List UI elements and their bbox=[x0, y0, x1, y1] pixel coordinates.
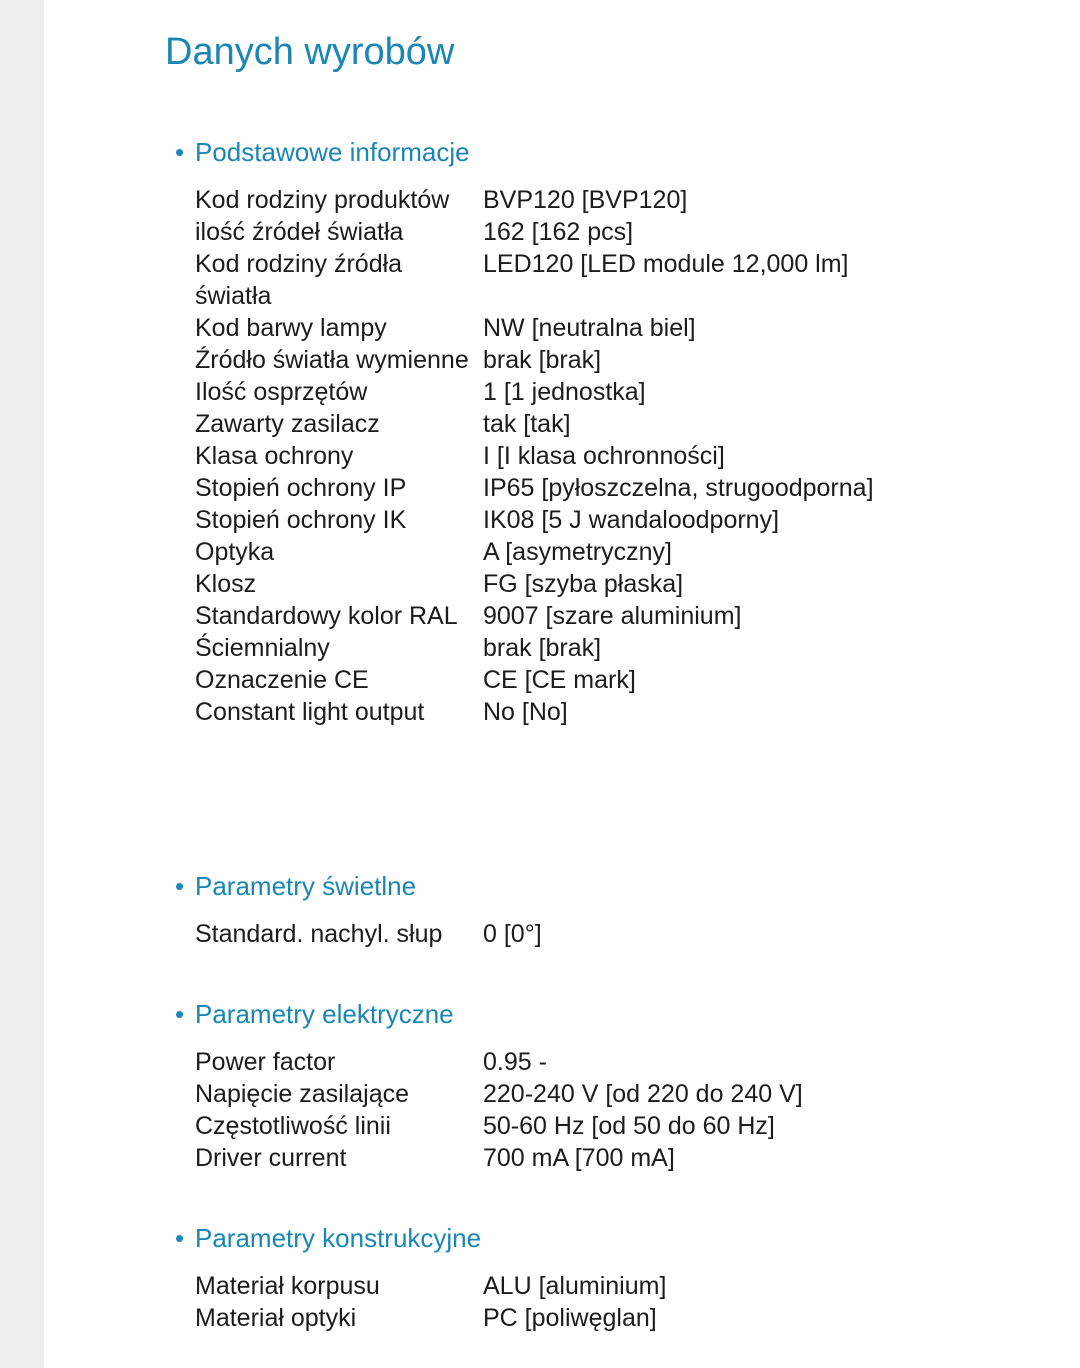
spec-label: Oznaczenie CE bbox=[195, 666, 369, 694]
spec-value: BVP120 [BVP120] bbox=[483, 186, 688, 214]
spec-list bbox=[195, 1270, 1055, 1334]
spec-label: Power factor bbox=[195, 1048, 336, 1076]
spec-value: brak [brak] bbox=[483, 634, 602, 662]
spec-label: Standardowy kolor RAL bbox=[195, 602, 458, 630]
spec-label: Constant light output bbox=[195, 698, 425, 726]
spec-label: Stopień ochrony IK bbox=[195, 506, 407, 534]
spec-value: I [I klasa ochronności] bbox=[483, 442, 725, 470]
spec-row bbox=[195, 664, 1055, 696]
spec-row bbox=[195, 376, 1055, 408]
bullet-icon: • bbox=[175, 1223, 185, 1253]
spec-row bbox=[195, 408, 1055, 440]
spec-label: Stopień ochrony IP bbox=[195, 474, 407, 502]
spec-row bbox=[195, 1046, 1055, 1078]
spec-row bbox=[195, 1142, 1055, 1174]
spec-row bbox=[195, 312, 1055, 344]
spec-value: A [asymetryczny] bbox=[483, 538, 672, 566]
spec-label: Częstotliwość linii bbox=[195, 1112, 391, 1140]
spec-list bbox=[195, 184, 1055, 728]
section-heading-text: Podstawowe informacje bbox=[195, 137, 470, 167]
bullet-icon: • bbox=[175, 999, 185, 1029]
spec-value: 162 [162 pcs] bbox=[483, 218, 634, 246]
spec-label: Źródło światła wymienne bbox=[195, 346, 469, 374]
spec-row bbox=[195, 1270, 1055, 1302]
spec-row bbox=[195, 568, 1055, 600]
section-heading bbox=[175, 136, 470, 168]
spec-value: brak [brak] bbox=[483, 346, 602, 374]
spec-value: FG [szyba płaska] bbox=[483, 570, 684, 598]
spec-label: Kod rodziny produktów bbox=[195, 186, 450, 214]
spec-label: Kod rodziny źródła światła bbox=[195, 250, 403, 310]
spec-value: ALU [aluminium] bbox=[483, 1272, 667, 1300]
spec-value: NW [neutralna biel] bbox=[483, 314, 696, 342]
spec-label: Materiał optyki bbox=[195, 1304, 357, 1332]
spec-label: Ilość osprzętów bbox=[195, 378, 368, 406]
section-heading-text: Parametry konstrukcyjne bbox=[195, 1223, 482, 1253]
spec-row bbox=[195, 248, 1055, 312]
spec-row bbox=[195, 536, 1055, 568]
spec-row bbox=[195, 1302, 1055, 1334]
spec-label: Napięcie zasilające bbox=[195, 1080, 410, 1108]
spec-value: IP65 [pyłoszczelna, strugoodporna] bbox=[483, 474, 874, 502]
spec-value: 50-60 Hz [od 50 do 60 Hz] bbox=[483, 1112, 775, 1140]
spec-row bbox=[195, 1110, 1055, 1142]
spec-value: PC [poliwęglan] bbox=[483, 1304, 657, 1332]
spec-value: 1 [1 jednostka] bbox=[483, 378, 646, 406]
spec-label: ilość źródeł światła bbox=[195, 218, 404, 246]
section-heading bbox=[175, 870, 416, 902]
section-heading bbox=[175, 998, 454, 1030]
spec-label: Klosz bbox=[195, 570, 257, 598]
spec-row bbox=[195, 696, 1055, 728]
spec-label: Klasa ochrony bbox=[195, 442, 354, 470]
spec-row bbox=[195, 632, 1055, 664]
spec-row bbox=[195, 1078, 1055, 1110]
page-title: Danych wyrobów bbox=[165, 31, 455, 73]
spec-row bbox=[195, 504, 1055, 536]
spec-value: 0 [0°] bbox=[483, 920, 542, 948]
bullet-icon: • bbox=[175, 137, 185, 167]
spec-value: 220-240 V [od 220 do 240 V] bbox=[483, 1080, 803, 1108]
section-heading-text: Parametry elektryczne bbox=[195, 999, 454, 1029]
spec-label: Ściemnialny bbox=[195, 634, 330, 662]
spec-row bbox=[195, 344, 1055, 376]
spec-value: No [No] bbox=[483, 698, 568, 726]
spec-label: Standard. nachyl. słup bbox=[195, 920, 443, 948]
spec-row bbox=[195, 472, 1055, 504]
spec-label: Zawarty zasilacz bbox=[195, 410, 380, 438]
spec-row bbox=[195, 440, 1055, 472]
spec-value: 9007 [szare aluminium] bbox=[483, 602, 742, 630]
spec-label: Kod barwy lampy bbox=[195, 314, 387, 342]
spec-value: LED120 [LED module 12,000 lm] bbox=[483, 250, 849, 278]
spec-row bbox=[195, 600, 1055, 632]
spec-value: tak [tak] bbox=[483, 410, 571, 438]
spec-value: 0.95 - bbox=[483, 1048, 547, 1076]
spec-value: 700 mA [700 mA] bbox=[483, 1144, 675, 1172]
section-heading-text: Parametry świetlne bbox=[195, 871, 417, 901]
spec-row bbox=[195, 216, 1055, 248]
spec-list bbox=[195, 1046, 1055, 1174]
spec-value: CE [CE mark] bbox=[483, 666, 636, 694]
spec-label: Driver current bbox=[195, 1144, 347, 1172]
spec-row bbox=[195, 918, 1055, 950]
spec-label: Materiał korpusu bbox=[195, 1272, 380, 1300]
spec-list bbox=[195, 918, 1055, 950]
bullet-icon: • bbox=[175, 871, 185, 901]
spec-label: Optyka bbox=[195, 538, 275, 566]
spec-value: IK08 [5 J wandaloodporny] bbox=[483, 506, 780, 534]
spec-row bbox=[195, 184, 1055, 216]
section-heading bbox=[175, 1222, 481, 1254]
